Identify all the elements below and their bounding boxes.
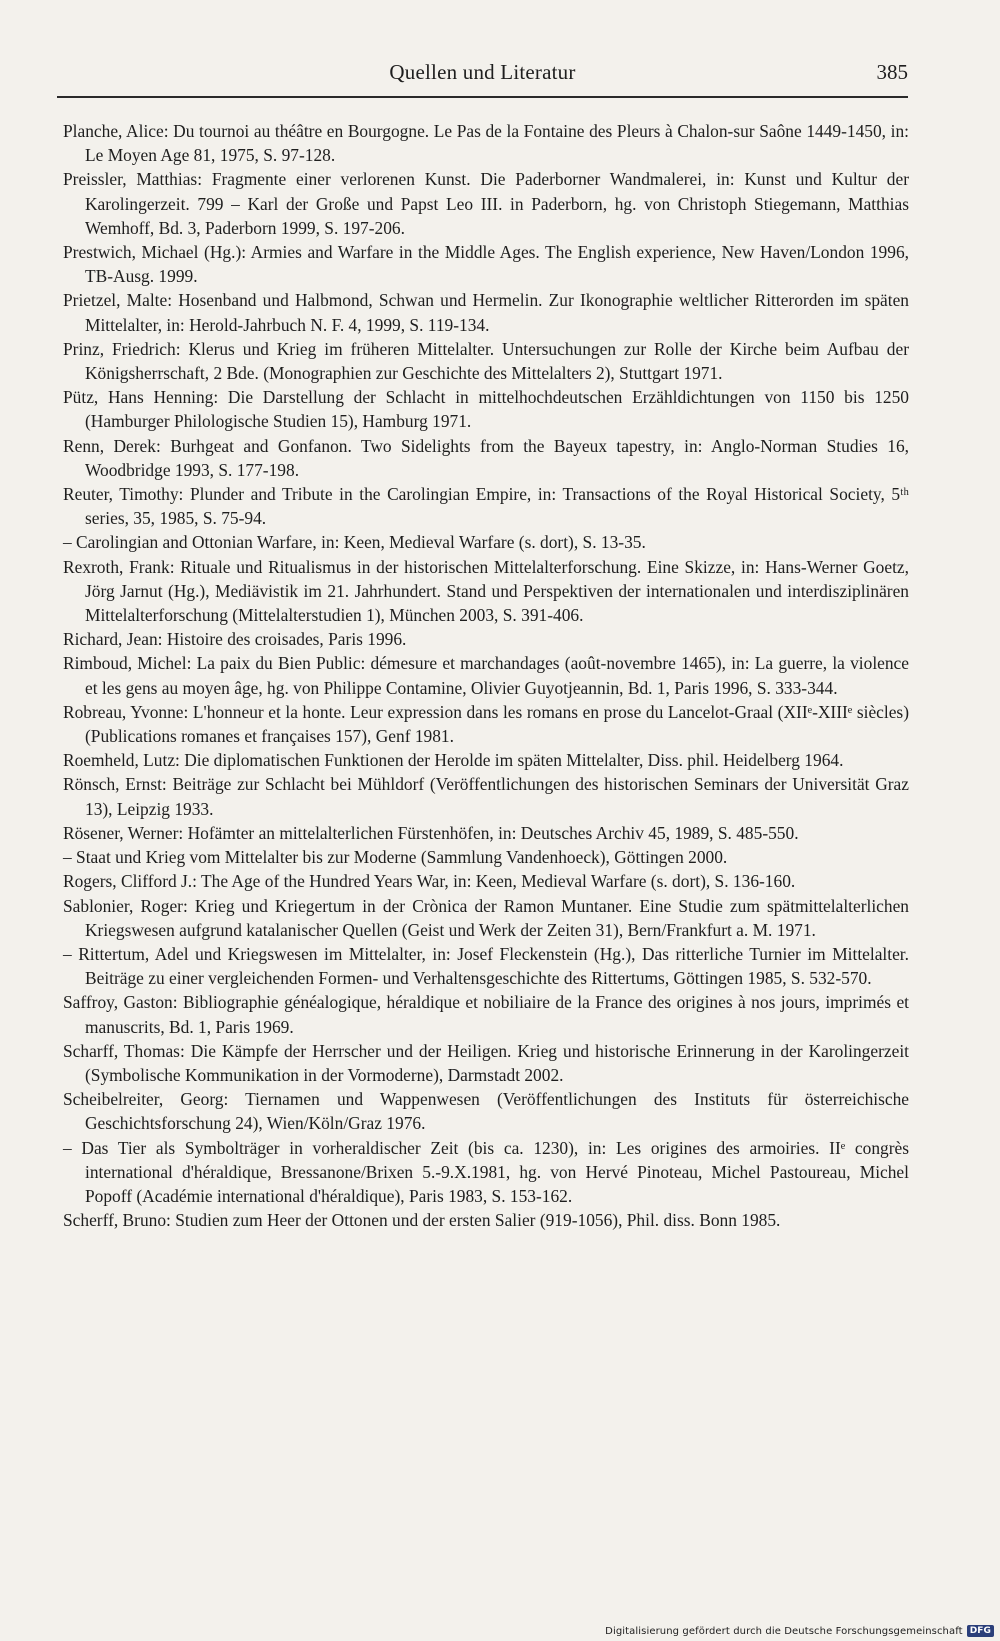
bibliography-entry: Rexroth, Frank: Rituale und Ritualismus in der historischen Mittelalterforschung. Eine Skizze, in: Hans-Werner Goetz, Jörg Jarnut (Hg.), Mediävistik im 21. Jahrhundert. Stand und Perspektiven der internationalen und interdisziplinären Mittelalterforschung (Mittelalterstudien 1), München 2003, S. 391-406. [63, 556, 909, 626]
bibliography-entry: – Carolingian and Ottonian Warfare, in: Keen, Medieval Warfare (s. dort), S. 13-35. [63, 532, 646, 553]
bibliography-entry: Rimboud, Michel: La paix du Bien Public: démesure et marchandages (août-novembre 1465), in: La guerre, la violence et les gens au moyen âge, hg. von Philippe Contamine, Olivier Guyotjeannin, Bd. 1, Paris 1996, S. 333-344. [63, 653, 909, 698]
bibliography-entry: Scharff, Thomas: Die Kämpfe der Herrscher und der Heiligen. Krieg und historische Erinnerung in der Karolingerzeit (Symbolische Kommunikation in der Vormoderne), Darmstadt 2002. [63, 1040, 909, 1085]
bibliography-entry: Preissler, Matthias: Fragmente einer verlorenen Kunst. Die Paderborner Wandmalerei, in: Kunst und Kultur der Karolingerzeit. 799 – Karl der Große und Papst Leo III. in Paderborn, hg. von Christoph Stiegemann, Matthias Wemhoff, Bd. 3, Paderborn 1999, S. 197-206. [63, 169, 909, 238]
bibliography-entry: Scherff, Bruno: Studien zum Heer der Ottonen und der ersten Salier (919-1056), Phil. diss. Bonn 1985. [63, 1210, 781, 1231]
bibliography-entry: Sablonier, Roger: Krieg und Kriegertum in der Crònica der Ramon Muntaner. Eine Studie zum spätmittelalterlichen Kriegswesen aufgrund katalanischer Quellen (Geist und Werk der Zeiten 31), Bern/Frankfurt a. M. 1971. [63, 895, 909, 940]
bibliography-entry: Rönsch, Ernst: Beiträge zur Schlacht bei Mühldorf (Veröffentlichungen des historischen Seminars der Universität Graz 13), Leipzig 1933. [63, 774, 909, 819]
bibliography-entry: Planche, Alice: Du tournoi au théâtre en Bourgogne. Le Pas de la Fontaine des Pleurs à Chalon-sur Saône 1449-1450, in: Le Moyen Age 81, 1975, S. 97-128. [63, 121, 909, 166]
bibliography-entry: – Rittertum, Adel und Kriegswesen im Mittelalter, in: Josef Fleckenstein (Hg.), Das ritterliche Turnier im Mittelalter. Beiträge zu einer vergleichenden Formen- und Verhaltensgeschichte des Rittertums, Göttingen 1985, S. 532-570. [63, 943, 909, 989]
bibliography-entry: Richard, Jean: Histoire des croisades, Paris 1996. [63, 629, 407, 650]
bibliography-entry: Renn, Derek: Burhgeat and Gonfanon. Two Sidelights from the Bayeux tapestry, in: Anglo-Norman Studies 16, Woodbridge 1993, S. 177-198. [63, 435, 909, 480]
bibliography-entry: Scheibelreiter, Georg: Tiernamen und Wappenwesen (Veröffentlichungen des Instituts für österreichische Geschichtsforschung 24), Wien/Köln/Graz 1976. [63, 1089, 909, 1134]
running-title: Quellen und Literatur [389, 60, 576, 84]
bibliography-entry: Saffroy, Gaston: Bibliographie généalogique, héraldique et nobiliaire de la France des origines à nos jours, imprimés et manuscrits, Bd. 1, Paris 1969. [63, 992, 909, 1037]
footer-text: Digitalisierung gefördert durch die Deutsche Forschungsgemeinschaft [605, 1625, 963, 1637]
page-number: 385 [876, 60, 908, 84]
bibliography-entry: Reuter, Timothy: Plunder and Tribute in the Carolingian Empire, in: Transactions of the Royal Historical Society, 5ᵗʰ series, 35, 1985, S. 75-94. [63, 484, 909, 529]
bibliography-entry: Pütz, Hans Henning: Die Darstellung der Schlacht in mittelhochdeutschen Erzähldichtungen von 1150 bis 1250 (Hamburger Philologische Studien 15), Hamburg 1971. [63, 387, 909, 432]
bibliography-entry: – Das Tier als Symbolträger in vorheraldischer Zeit (bis ca. 1230), in: Les origines des armoiries. IIᵉ congrès international d'héraldique, Bressanone/Brixen 5.-9.X.1981, hg. von Hervé Pinoteau, Michel Pastoureau, Michel Popoff (Académie international d'héraldique), Paris 1983, S. 153-162. [63, 1137, 909, 1206]
page-header [57, 56, 908, 98]
bibliography-entry: Prinz, Friedrich: Klerus und Krieg im früheren Mittelalter. Untersuchungen zur Rolle der Kirche beim Aufbau der Königsherrschaft, 2 Bde. (Monographien zur Geschichte des Mittelalters 2), Stuttgart 1971. [63, 338, 909, 384]
bibliography-entry: Roemheld, Lutz: Die diplomatischen Funktionen der Herolde im späten Mittelalter, Diss. phil. Heidelberg 1964. [63, 750, 844, 771]
bibliography-list [63, 119, 909, 1232]
bibliography-entry: – Staat und Krieg vom Mittelalter bis zur Moderne (Sammlung Vandenhoeck), Göttingen 2000. [63, 847, 728, 868]
dfg-logo: DFG [967, 1625, 994, 1637]
bibliography-entry: Prietzel, Malte: Hosenband und Halbmond, Schwan und Hermelin. Zur Ikonographie weltlicher Ritterorden im späten Mittelalter, in: Herold-Jahrbuch N. F. 4, 1999, S. 119-134. [63, 290, 909, 335]
bibliography-entry: Rogers, Clifford J.: The Age of the Hundred Years War, in: Keen, Medieval Warfare (s. dort), S. 136-160. [63, 871, 796, 892]
digitization-footer [605, 1625, 994, 1637]
bibliography-entry: Rösener, Werner: Hofämter an mittelalterlichen Fürstenhöfen, in: Deutsches Archiv 45, 1989, S. 485-550. [63, 822, 799, 843]
bibliography-entry: Robreau, Yvonne: L'honneur et la honte. Leur expression dans les romans en prose du Lancelot-Graal (XIIᵉ-XIIIᵉ siècles) (Publications romanes et françaises 157), Genf 1981. [63, 701, 909, 747]
bibliography-entry: Prestwich, Michael (Hg.): Armies and Warfare in the Middle Ages. The English experience, New Haven/London 1996, TB-Ausg. 1999. [63, 242, 909, 287]
